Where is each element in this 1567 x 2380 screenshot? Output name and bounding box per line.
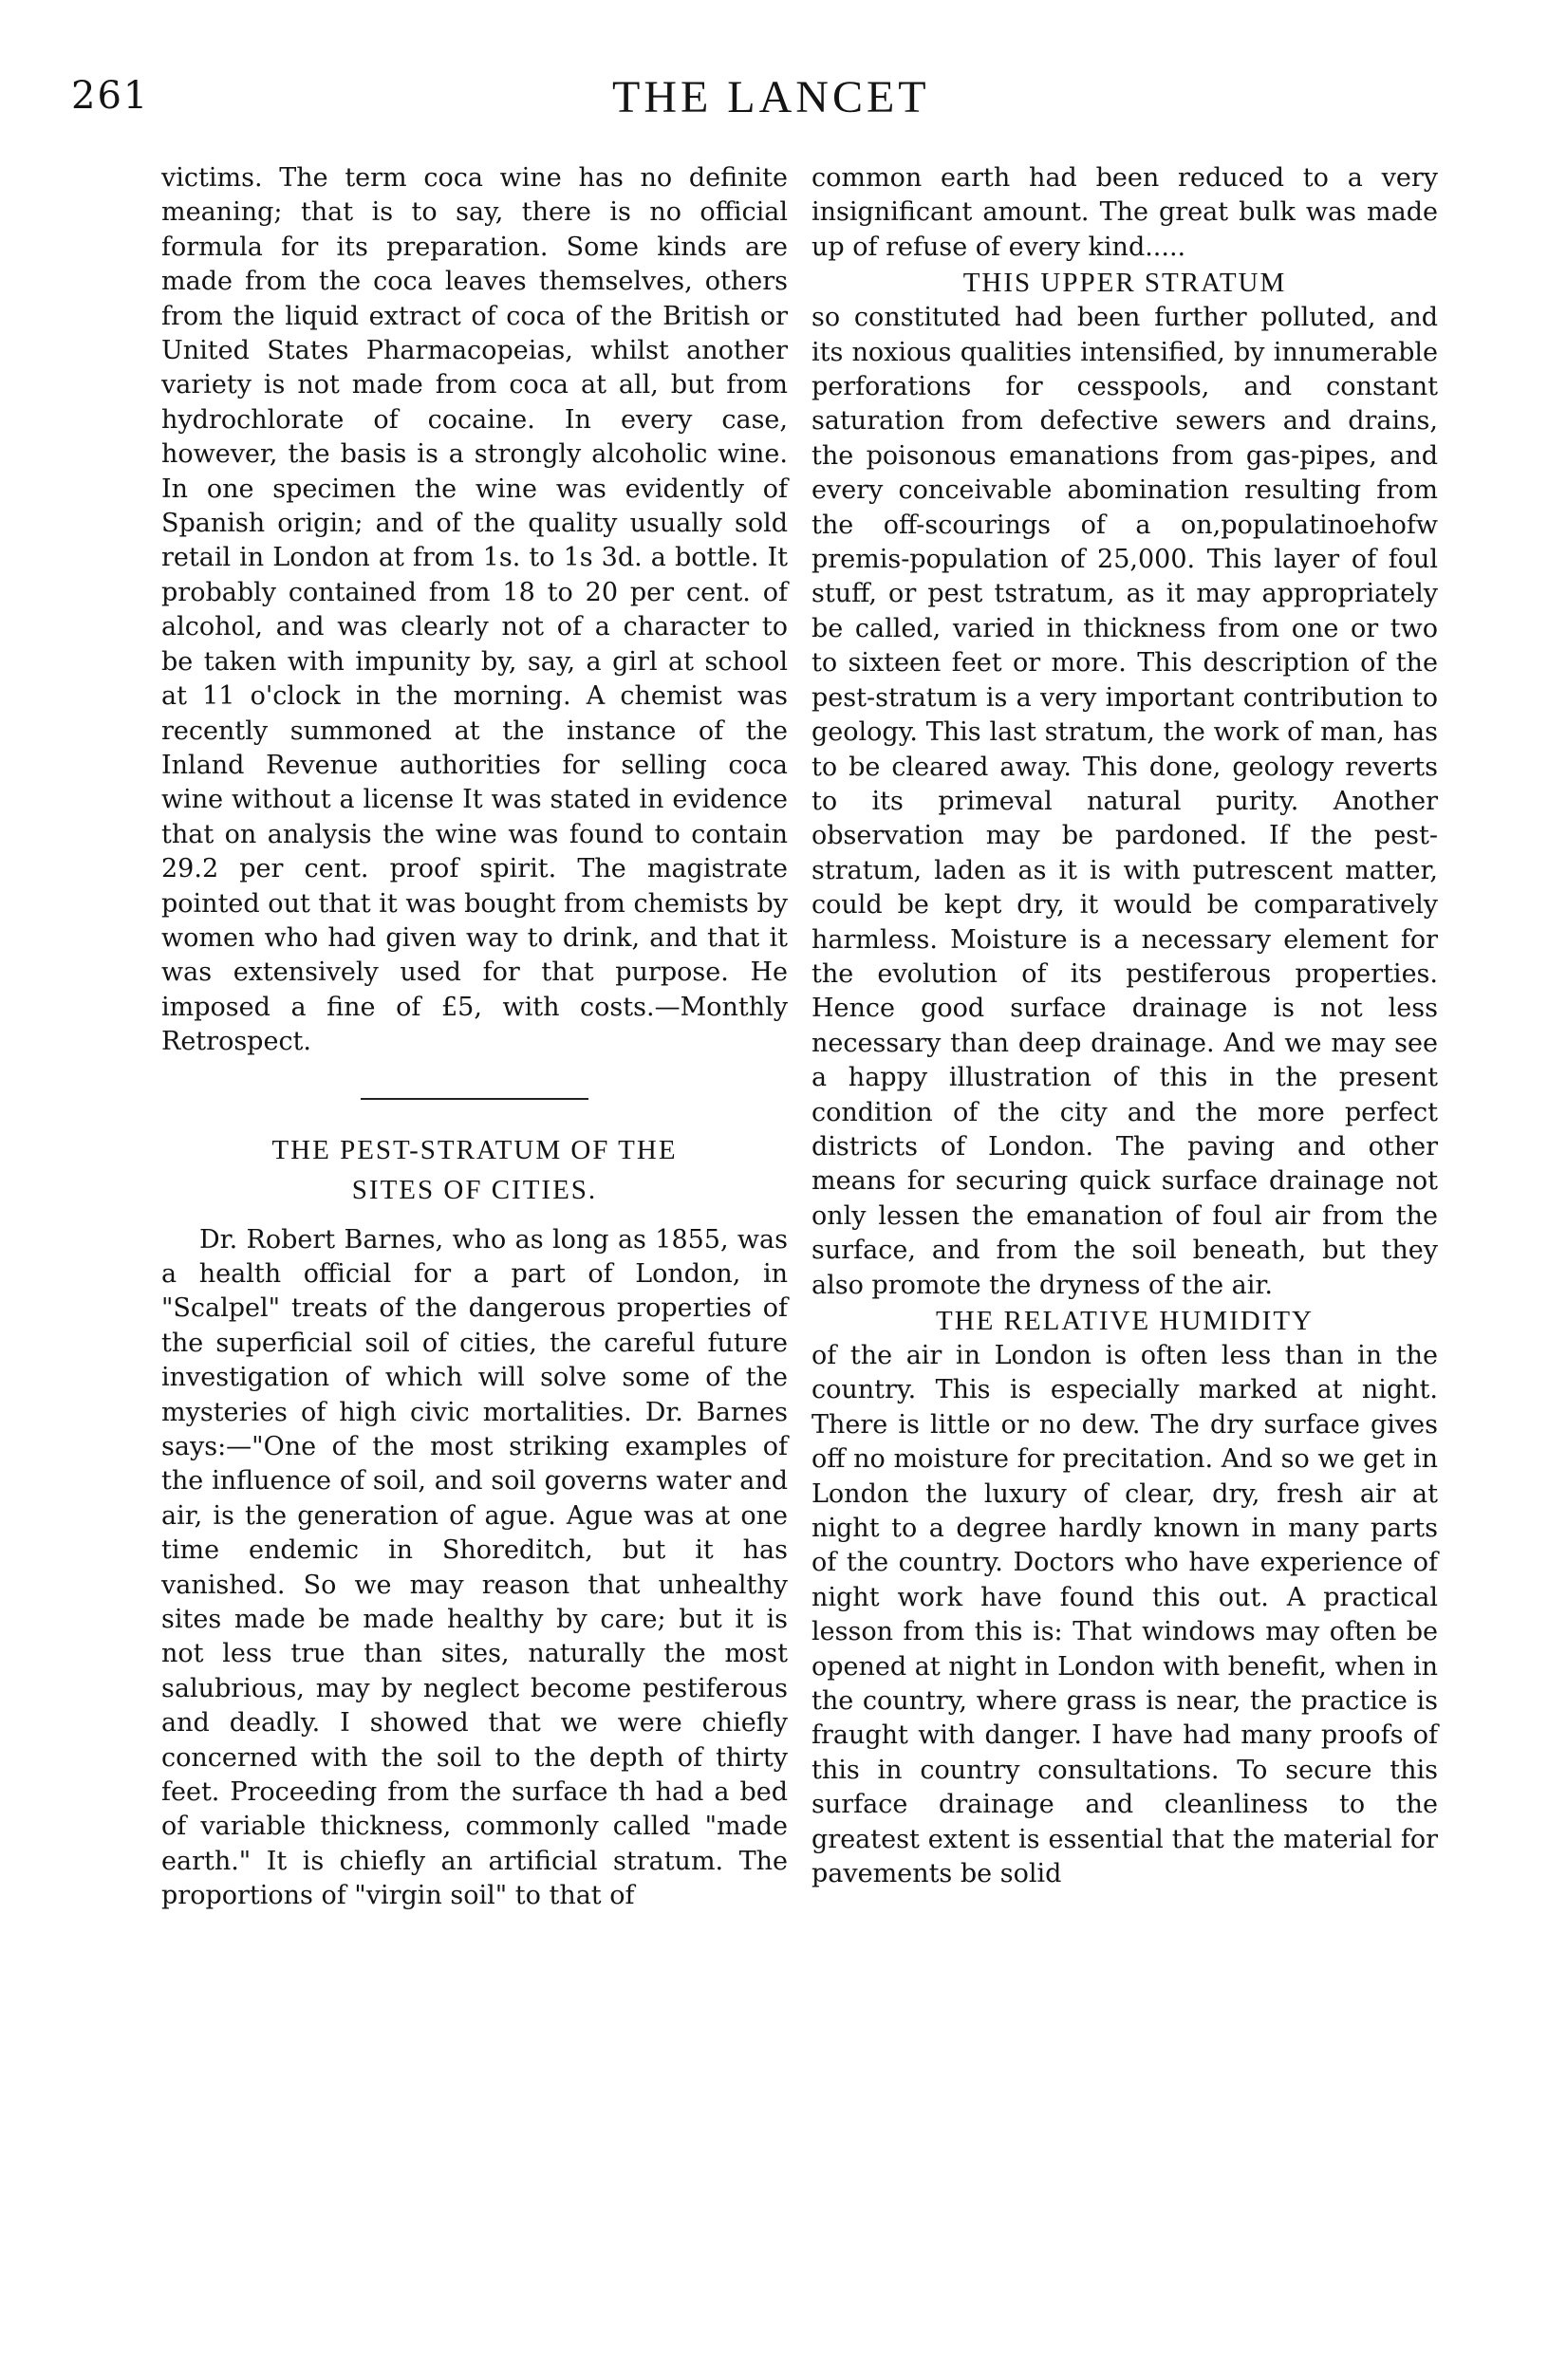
barnes-paragraph: Dr. Robert Barnes, who as long as 1855, was a health official for a part of London, in "Scalpel" treats of the dangerous properties of the superficial soil of cities, the careful future investigation of which will solve some of the mysteries of high civic mortalities. Dr. Barnes says:—"One of the most striking examples of the influence of soil, and soil governs water and air, is the generation of ague. Ague was at one time endemic in Shoreditch, but it has vanished. So we may reason that unhealthy sites made be made healthy by care; but it is not less true than sites, naturally the most salubrious, may by neglect become pestiferous and deadly. I showed that we were chiefly concerned with the soil to the depth of thirty feet. Proceeding from the surface th had a bed of variable thickness, commonly called "made earth." It is chiefly an artificial stratum. The proportions of "virgin soil" to that of: [161, 1224, 788, 1911]
article-title: [161, 1130, 788, 1210]
right-column: [811, 161, 1438, 1892]
subhead-relative-humidity: THE RELATIVE HUMIDITY: [936, 1306, 1314, 1336]
made-earth-continuation: common earth had been reduced to a very insignificant amount. The great bulk was made up of refuse of every kind.....: [811, 163, 1438, 262]
article-title-line-2: SITES OF CITIES.: [351, 1174, 598, 1205]
page-number: 261: [71, 74, 150, 118]
journal-title: THE LANCET: [612, 72, 930, 122]
humidity-paragraph: of the air in London is often less than in the country. This is especially marked at night. There is little or no dew. The dry surface gives off no moisture for precitation. And so we get in London the luxury of clear, dry, fresh air at night to a degree hardly known in many parts of the country. Doctors who have experience of night work have found this out. A practical lesson from this is: That windows may often be opened at night in London with benefit, when in the country, where grass is near, the practice is fraught with danger. I have had many proofs of this in country consultations. To secure this surface drainage and cleanliness to the greatest extent is essential that the material for pavements be solid: [811, 1341, 1438, 1889]
coca-wine-paragraph: victims. The term coca wine has no definite meaning; that is to say, there is no official formula for its preparation. Some kinds are made from the coca leaves themselves, others from the liquid extract of coca of the British or United States Pharmacopeias, whilst another variety is not made from coca at all, but from hydrochlorate of cocaine. In every case, however, the basis is a strongly alcoholic wine. In one specimen the wine was evidently of Spanish origin; and of the quality usually sold retail in London at from 1s. to 1s 3d. a bottle. It probably contained from 18 to 20 per cent. of alcohol, and was clearly not of a character to be taken with impunity by, say, a girl at school at 11 o'clock in the morning. A chemist was recently summoned at the instance of the Inland Revenue authorities for selling coca wine without a license It was stated in evidence that on analysis the wine was found to contain 29.2 per cent. proof spirit. The magistrate pointed out that it was bought from chemists by women who had given way to drink, and that it was extensively used for that purpose. He imposed a fine of £5, with costs.—Monthly Retrospect.: [161, 163, 788, 1057]
left-column: [161, 161, 788, 1914]
section-divider: [361, 1098, 588, 1100]
page-header: [71, 57, 1438, 142]
article-title-line-1: THE PEST-STRATUM OF THE: [271, 1134, 678, 1165]
subhead-upper-stratum: THIS UPPER STRATUM: [962, 268, 1287, 299]
upper-stratum-paragraph: so constituted had been further polluted, and its noxious qualities intensified, by innumerable perforations for cesspools, and constant saturation from defective sewers and drains, the poisonous emanations from gas-pipes, and every conceivable abomination resulting from the off-scourings of a on,populatinoehofw premis-population of 25,000. This layer of foul stuff, or pest tstratum, as it may appropriately be called, varied in thickness from one or two to sixteen feet or more. This description of the pest-stratum is a very important contribution to geology. This last stratum, the work of man, has to be cleared away. This done, geology reverts to its primeval natural purity. Another observation may be pardoned. If the pest-stratum, laden as it is with putrescent matter, could be kept dry, it would be comparatively harmless. Moisture is a necessary element for the evolution of its pestiferous properties. Hence good surface drainage is not less necessary than deep drainage. And we may see a happy illustration of this in the present condition of the city and the more perfect districts of London. The paving and other means for securing quick surface drainage not only lessen the emanation of foul air from the surface, and from the soil beneath, but they also promote the dryness of the air.: [811, 303, 1438, 1300]
